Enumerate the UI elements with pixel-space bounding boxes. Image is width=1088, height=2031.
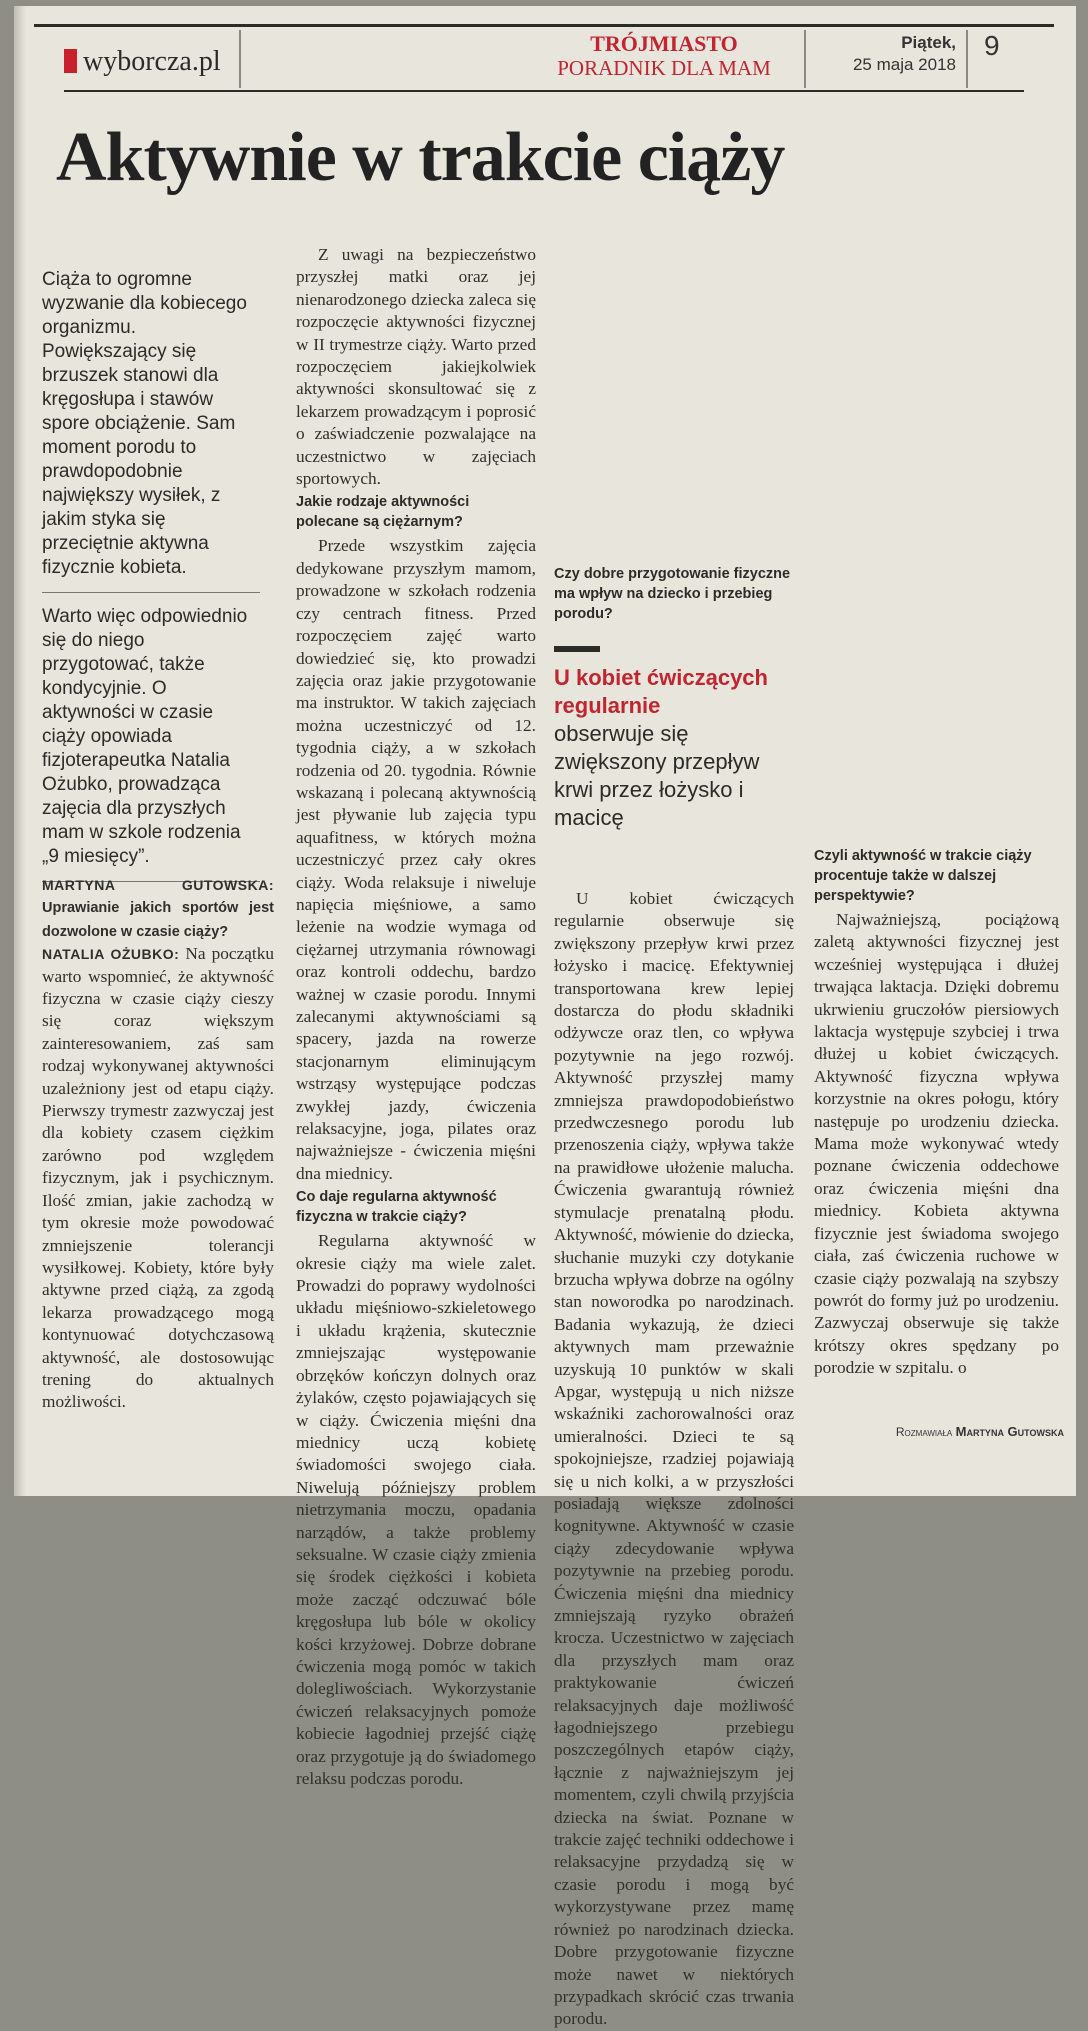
page-number: 9 xyxy=(984,30,1000,61)
section-title: TRÓJMIASTO xyxy=(590,31,738,56)
answer-text: U kobiet ćwiczących regularnie obserwuje się zwiększony przepływ krwi przez łożysko i macicę. Efektywniej transportowana krew lepiej dostarcza do płodu składniki odżywcze oraz tlen, co wpływa pozytywnie na jego rozwój. Aktywność przyszłej mamy zmniejsza prawdopodobieństwo przedwczesnego porodu lub przenoszenia ciąży, wpływa także na prawidłowe ułożenie malucha. Ćwiczenia gwarantują również stymulacje prenatalną płodu. Aktywność, mówienie do dziecka, słuchanie muzyki czy dotykanie brzucha wpływa dobrze na ogólny stan noworodka po narodzinach. Badania wykazują, że dzieci aktywnych mam przeważnie uzyskują 10 punktów w skali Apgar, występują u nich niższe wskaźniki zachorowalności oraz umieralności. Dzieci te są spokojniejsze, rzadziej pojawiają się u nich kolki, a w przyszłości posiadają większe zdolności kognitywne. Aktywność w czasie ciąży zdecydowanie wpływa pozytywnie na przebieg porodu. Ćwiczenia mięśni dna miednicy zmniejszają ryzyko obrażeń krocza. Uczestnictwo w zajęciach dla przyszłych mam oraz praktykowanie ćwiczeń relaksacyjnych daje możliwość łagodniejszego przebiegu poszczególnych etapów ciąży, łącznie z najważniejszym jej momentem, czyli chwilą przyjścia dziecka na świat. Poznane w trakcie zajęć techniki oddechowe i relaksacyjne przydadzą się w czasie porodu i mogą być wykorzystywane przez mamę również po narodzinach dziecka. Dobre przygotowanie fizyczne może nawet w niektórych przypadkach skrócić czas trwania porodu. xyxy=(554,889,794,2029)
answer-text: Na początku warto wspomnieć, że aktywność fizyczna w czasie ciąży cieszy się coraz większym zainteresowaniem, zaś sam rodzaj wykonywanej aktywności uzależniony jest od etapu ciąży. Pierwszy trymestr zazwyczaj jest dla kobiety czasem ciężkim zarówno pod względem fizycznym, jak i psychicznym. Ilość zmian, jakie zachodzą w tym okresie może powodować zmniejszenie tolerancji wysiłkowej. Kobiety, które były aktywne przed ciążą, za zgodą lekarza prowadzącego mogą kontynuować dotychczasową aktywność, ale dostosowując trening do aktualnych możliwości. xyxy=(42,944,274,1412)
pull-quote-bar xyxy=(554,646,600,652)
header-bottom-rule xyxy=(64,90,1024,92)
article-column-3-bottom xyxy=(554,888,794,2029)
credit-author: Martyna Gutowska xyxy=(955,1424,1064,1439)
section-subtitle: PORADNIK DLA MAM xyxy=(557,56,771,80)
lead-paragraph: Warto więc odpowiednio się do niego przygotować, także kondycyjnie. O aktywności w czasie ciąży opowiada fizjoterapeutka Natalia Ożubko, prowadząca zajęcia dla przyszłych mam w szkole rodzenia „9 miesięcy”. xyxy=(42,606,248,867)
issue-date xyxy=(836,32,956,76)
publication-logo: wyborcza.pl xyxy=(64,46,221,78)
article-lead xyxy=(42,268,260,894)
credit-label: Rozmawiała xyxy=(895,1425,953,1439)
lead-separator xyxy=(42,592,260,593)
question-text: Co daje regularna aktywność fizyczna w trakcie ciąży? xyxy=(296,1189,497,1226)
header-divider xyxy=(239,30,241,88)
question-text: Czy dobre przygotowanie fizyczne ma wpływ na dziecko i przebieg porodu? xyxy=(554,566,791,622)
interview-answer xyxy=(42,943,274,1414)
article-column-2 xyxy=(296,244,536,1788)
answer-text: Najważniejszą, pociążową zaletą aktywności fizycznej jest wcześniej występująca i dłużej trwająca laktacja. Dzięki dobremu ukrwieniu gruczołów piersiowych laktacja występuje szybciej i trwa dłużej u kobiet ćwiczących. Aktywność fizyczna wpływa korzystnie na okres połogu, który następuje po urodzeniu dziecka. Mama może wykonywać wtedy poznane ćwiczenia oddechowe oraz ćwiczenia mięśni dna miednicy. Kobieta aktywna fizycznie jest świadoma swojego ciała, zaś ćwiczenia ruchowe w czasie ciąży pozwalają na szybszy powrót do formy już po urodzeniu. Zazwyczaj obserwuje się także krótszy okres spędzany po porodzie w szpitalu. o xyxy=(814,910,1059,1378)
interview-question xyxy=(42,874,274,943)
header-divider xyxy=(966,30,968,88)
answer-text: Z uwagi na bezpieczeństwo przyszłej matki oraz jej nienarodzonego dziecka zaleca się rozpoczęcie aktywności fizycznej w II trymestrze ciąży. Warto przed rozpoczęciem jakiejkolwiek aktywności skonsultować się z lekarzem prowadzącym i poprosić o zaświadczenie pozwalające na uczestnictwo w zajęciach sportowych. xyxy=(296,245,536,489)
article-column-4 xyxy=(814,244,1059,1494)
article-credit xyxy=(894,1424,1064,1439)
answer-text: Przede wszystkim zajęcia dedykowane przyszłym mamom, prowadzone w szkołach rodzenia czy centrach fitness. Przed rozpoczęciem zajęć warto dowiedzieć się, kto prowadzi zajęcia oraz jakie przygotowanie ma instruktor. W takich zajęciach można uczestniczyć od 12. tygodnia ciąży, a w szkołach rodzenia od 20. tygodnia. Równie wskazaną i polecaną aktywnością jest pływanie lub zajęcia typu aquafitness, w których można uczestniczyć przez cały okres ciąży. Woda relaksuje i niweluje napięcia mięśniowe, a samo leżenie na wodzie wymaga od ciężarnej utrzymania równowagi oraz kontroli oddechu, bardzo ważnej w czasie porodu. Innymi zalecanymi aktywnościami są spacery, jazda na rowerze stacjonarnym eliminującym wstrząsy występujące podczas zwykłej jazdy, ćwiczenia relaksacyjne, joga, pilates oraz najważniejsze - ćwiczenia mięśni dna miednicy. xyxy=(296,536,536,1183)
question-text: Uprawianie jakich sportów jest dozwolone w czasie ciąży? xyxy=(42,900,274,940)
logo-red-mark xyxy=(64,49,77,73)
header-divider xyxy=(804,30,806,88)
section-label xyxy=(554,32,774,80)
header-top-rule xyxy=(34,24,1054,27)
newspaper-page xyxy=(14,6,1076,2029)
pull-quote xyxy=(554,646,794,832)
article-column-1 xyxy=(42,874,274,1494)
interviewer-name: MARTYNA GUTOWSKA: xyxy=(42,877,274,893)
question-text: Czyli aktywność w trakcie ciąży procentuje także w dalszej perspektywie? xyxy=(814,848,1032,904)
pull-quote-text: obserwuje się zwiększony przepływ krwi przez łożysko i macicę xyxy=(554,721,760,830)
page-header xyxy=(34,24,1054,94)
question-text: Jakie rodzaje aktywności polecane są ciężarnym? xyxy=(296,494,470,531)
article-headline: Aktywnie w trakcie ciąży xyxy=(56,119,785,196)
interviewee-name: NATALIA OŻUBKO: xyxy=(42,946,180,963)
article-column-3-top xyxy=(554,244,794,624)
issue-date-text: 25 maja 2018 xyxy=(852,55,956,74)
answer-text: Regularna aktywność w okresie ciąży ma wiele zalet. Prowadzi do poprawy wydolności układu mięśniowo-szkieletowego i układu krążenia, skutecznie zmniejszając występowanie obrzęków kończyn dolnych oraz żylaków, często pojawiających się w ciąży. Ćwiczenia mięśni dna miednicy uczą kobietę świadomości swojego ciała. Niwelują późniejszy problem nietrzymania moczu, opadania narządów, a także problemy seksualne. W czasie ciąży zmienia się środek ciężkości i kobieta może zacząć odczuwać bóle kręgosłupa lub bóle w okolicy kości krzyżowej. Dobrze dobrane ćwiczenia mogą pomóc w takich dolegliwościach. Wykorzystanie ćwiczeń relaksacyjnych pomoże kobiecie łagodniej przejść ciążę oraz przygotuje ją do świadomego relaksu podczas porodu. xyxy=(296,1231,536,1788)
pull-quote-highlight: U kobiet ćwiczących regularnie xyxy=(554,665,768,718)
issue-day: Piątek, xyxy=(901,33,956,52)
page-fold-shadow xyxy=(14,6,26,1496)
lead-paragraph: Ciąża to ogromne wyzwanie dla kobiecego organizmu. Powiększający się brzuszek stanowi dla kręgosłupa i stawów spore obciążenie. Sam moment porodu to prawdopodobnie największy wysiłek, z jakim styka się przeciętnie aktywna fizycznie kobieta. xyxy=(42,269,247,578)
